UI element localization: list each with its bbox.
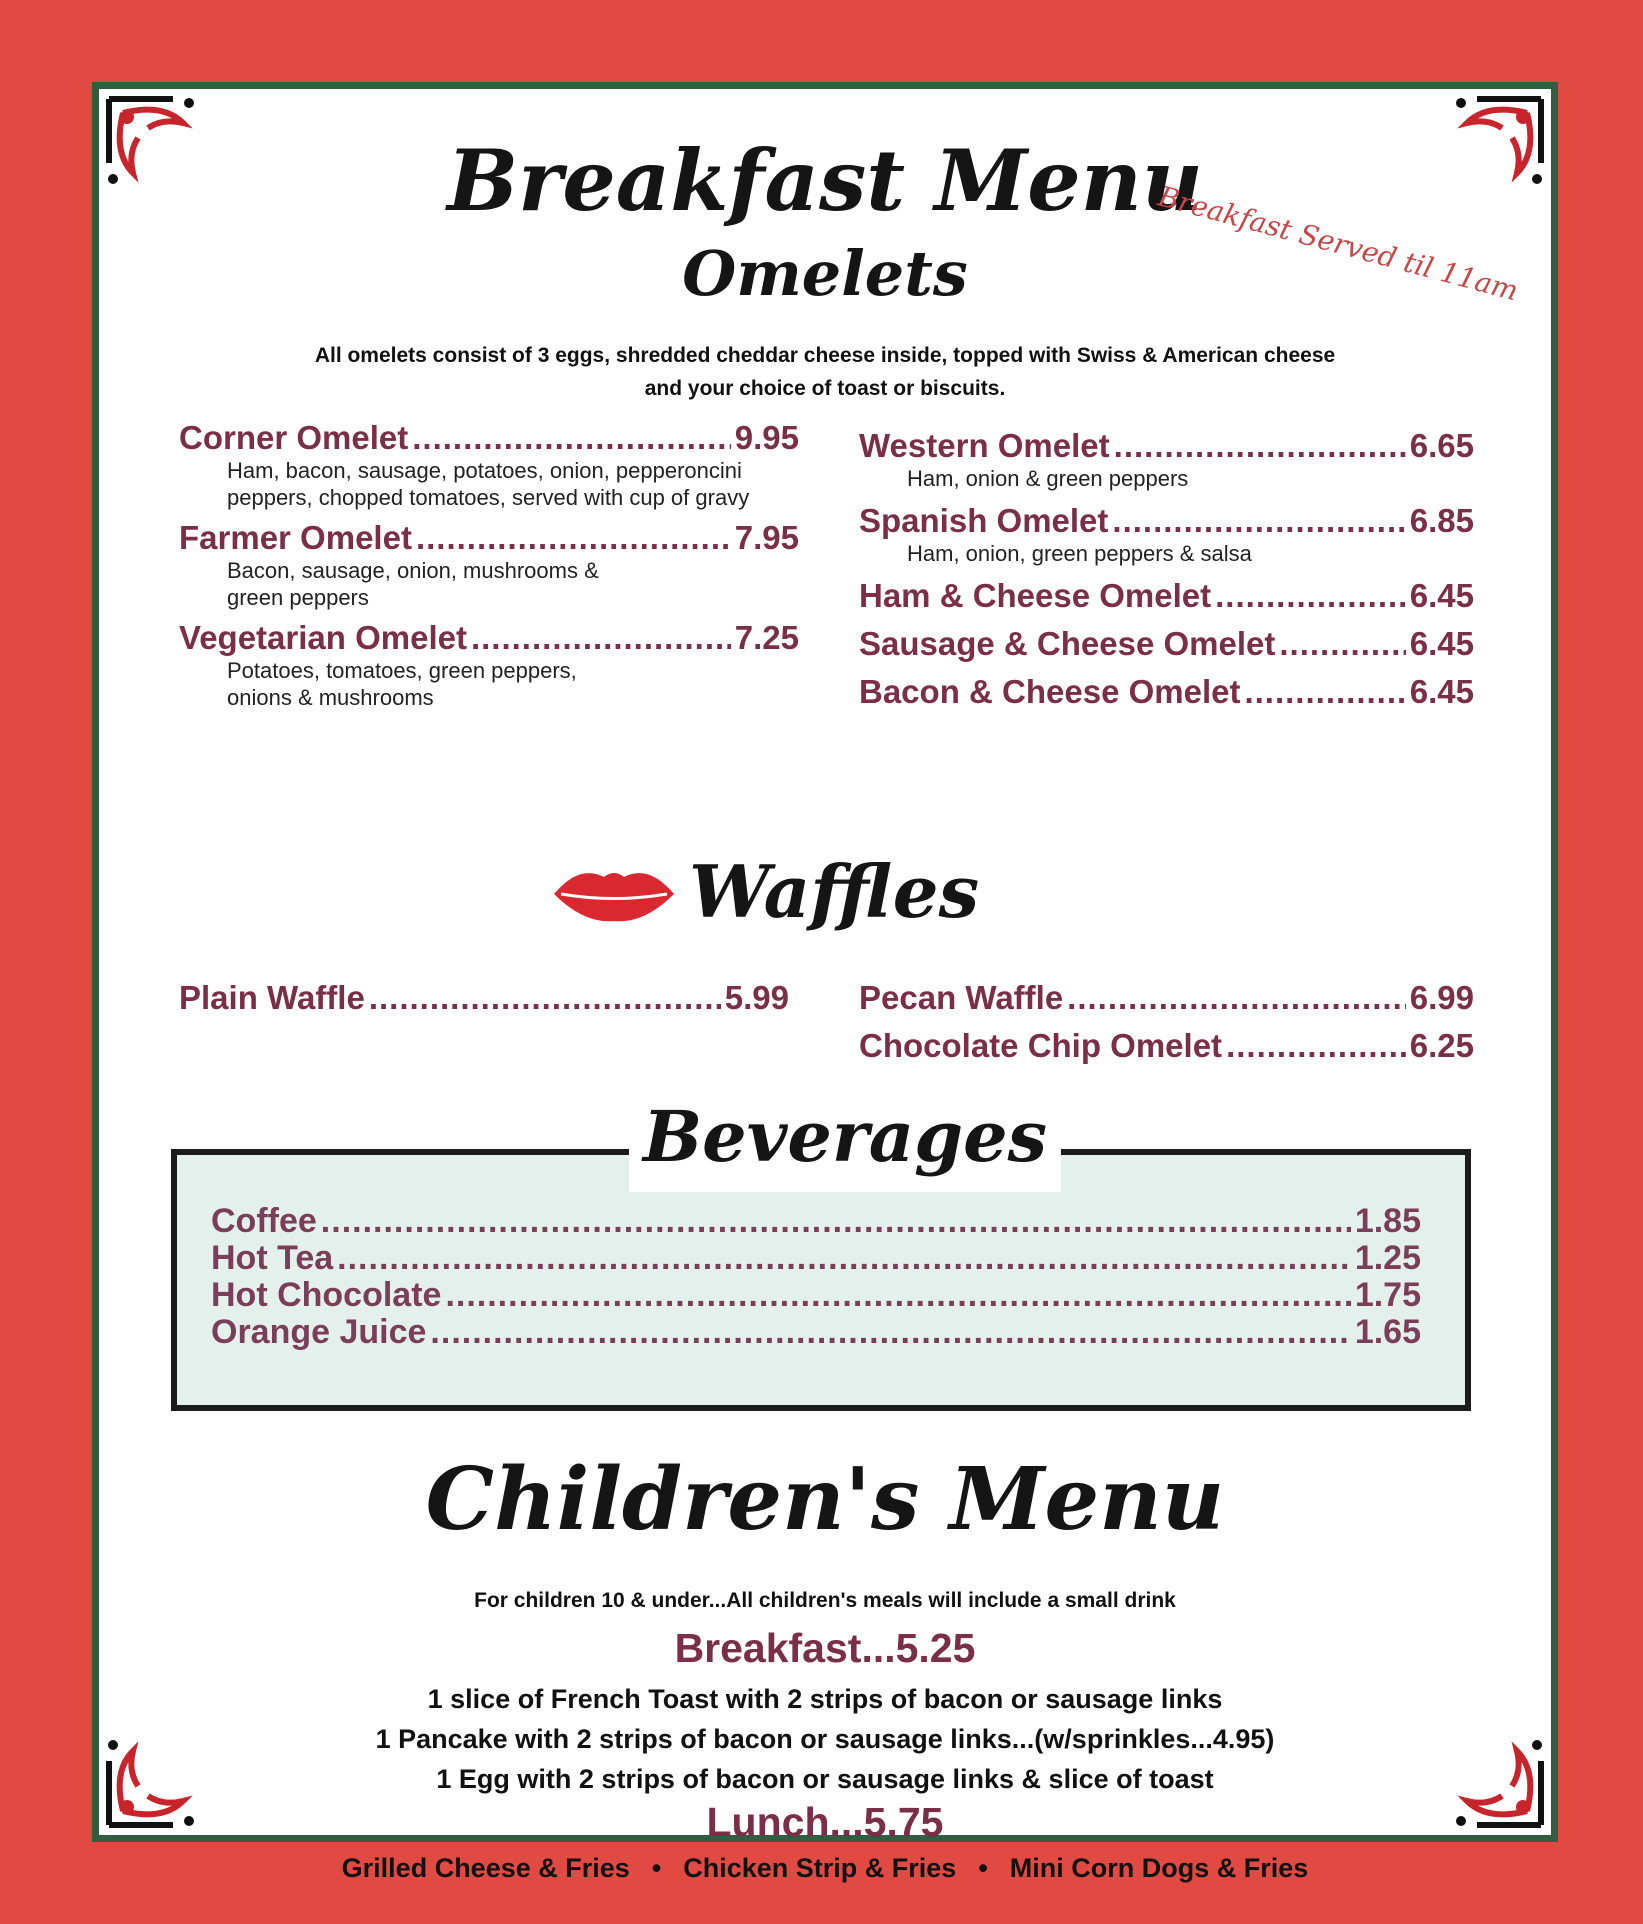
item-description: onions & mushrooms [227,685,434,710]
menu-item [179,619,799,711]
leader-dots [321,1203,1351,1240]
item-price: 1.85 [1354,1202,1421,1240]
menu-item [859,427,1474,492]
leader-dots [1279,625,1405,663]
menu-item [859,577,1474,615]
item-name: Hot Chocolate [211,1276,442,1314]
item-name: Plain Waffle [179,979,365,1016]
kids-breakfast-option: 1 slice of French Toast with 2 strips of bacon or sausage links [427,1684,1223,1714]
item-name: Hot Tea [211,1239,334,1277]
item-price: 9.95 [734,419,799,456]
menu-item [859,1027,1474,1065]
menu-item [179,419,799,511]
kids-lunch-list [99,1853,1551,1884]
menu-item [859,625,1474,663]
omelets-right-column [859,427,1474,721]
item-name: Ham & Cheese Omelet [859,577,1212,614]
leader-dots [412,419,731,457]
menu-item [859,673,1474,711]
leader-dots [1215,577,1406,615]
item-name: Vegetarian Omelet [179,619,467,656]
kids-lunch-option: Grilled Cheese & Fries [341,1853,630,1883]
item-name: Spanish Omelet [859,502,1109,539]
item-description: Potatoes, tomatoes, green peppers, [227,658,577,683]
leader-dots [471,619,731,657]
leader-dots [1226,1027,1406,1065]
omelets-left-column [179,419,799,719]
kids-breakfast-heading: Breakfast...5.25 [674,1625,976,1671]
beverages-list [211,1203,1421,1351]
leader-dots [1067,979,1406,1017]
item-name: Bacon & Cheese Omelet [859,673,1241,710]
menu-item [859,979,1474,1017]
item-price: 5.99 [724,979,789,1016]
menu-item [179,519,799,611]
item-price: 6.99 [1409,979,1474,1016]
item-price: 1.25 [1354,1239,1421,1277]
menu-item [211,1314,1421,1351]
waffles-left-column [179,979,789,1017]
item-price: 1.65 [1354,1313,1421,1351]
item-price: 6.65 [1409,427,1474,464]
waffles-header [549,849,1049,949]
menu-item [179,979,789,1017]
leader-dots [1114,427,1406,465]
waffles-heading: Waffles [689,849,980,934]
item-name: Western Omelet [859,427,1110,464]
leader-dots [430,1314,1350,1351]
leader-dots [1244,673,1405,711]
leader-dots [337,1240,1351,1277]
item-name: Orange Juice [211,1313,427,1351]
item-name: Pecan Waffle [859,979,1064,1016]
item-price: 7.25 [734,619,799,656]
kids-lunch-option: Chicken Strip & Fries [683,1853,957,1883]
kids-lunch-heading: Lunch...5.75 [706,1799,944,1845]
bullet-separator: • [978,1853,988,1883]
item-price: 6.45 [1409,673,1474,710]
childrens-menu-heading: Children's Menu [425,1449,1225,1550]
childrens-menu-note: For children 10 & under...All children's meals will include a small drink [474,1589,1176,1612]
menu-sheet [92,82,1558,1883]
item-description: Ham, onion, green peppers & salsa [907,541,1252,566]
item-price: 6.45 [1409,625,1474,662]
menu-item [211,1277,1421,1314]
item-price: 7.95 [734,519,799,556]
item-price: 6.85 [1409,502,1474,539]
kids-breakfast-option: 1 Pancake with 2 strips of bacon or sausage links...(w/sprinkles...4.95) [375,1724,1275,1754]
leader-dots [445,1277,1350,1314]
item-description: Ham, onion & green peppers [907,466,1189,491]
item-name: Corner Omelet [179,419,409,456]
item-description: Bacon, sausage, onion, mushrooms & [227,558,599,583]
item-price: 6.45 [1409,577,1474,614]
item-price: 1.75 [1354,1276,1421,1314]
bullet-separator: • [651,1853,662,1883]
kids-breakfast-list [99,1679,1551,1799]
waffles-right-column [859,979,1474,1065]
item-description: peppers, chopped tomatoes, served with cup of gravy [227,485,750,510]
item-name: Sausage & Cheese Omelet [859,625,1276,662]
omelets-intro-line: All omelets consist of 3 eggs, shredded cheddar cheese inside, topped with Swiss & American cheese [314,344,1336,367]
leader-dots [369,979,721,1017]
item-description: Ham, bacon, sausage, potatoes, onion, pepperoncini [227,458,742,483]
item-description: green peppers [227,585,369,610]
menu-item [859,502,1474,567]
kids-breakfast-option: 1 Egg with 2 strips of bacon or sausage links & slice of toast [436,1764,1214,1794]
item-price: 6.25 [1409,1027,1474,1064]
omelets-intro [99,339,1551,405]
menu-item [211,1203,1421,1240]
breakfast-hours-note: Breakfast Served til 11am [1154,179,1522,308]
menu-item [211,1240,1421,1277]
omelets-intro-line: and your choice of toast or biscuits. [644,377,1006,400]
leader-dots [416,519,731,557]
leader-dots [1112,502,1405,540]
item-name: Farmer Omelet [179,519,412,556]
menu-title: Breakfast Menu [447,131,1203,230]
item-name: Coffee [211,1202,317,1240]
item-name: Chocolate Chip Omelet [859,1027,1223,1064]
lips-icon [549,859,679,929]
kids-lunch-option: Mini Corn Dogs & Fries [1009,1853,1309,1883]
omelets-heading: Omelets [682,237,968,310]
beverages-heading: Beverages [629,1082,1061,1192]
